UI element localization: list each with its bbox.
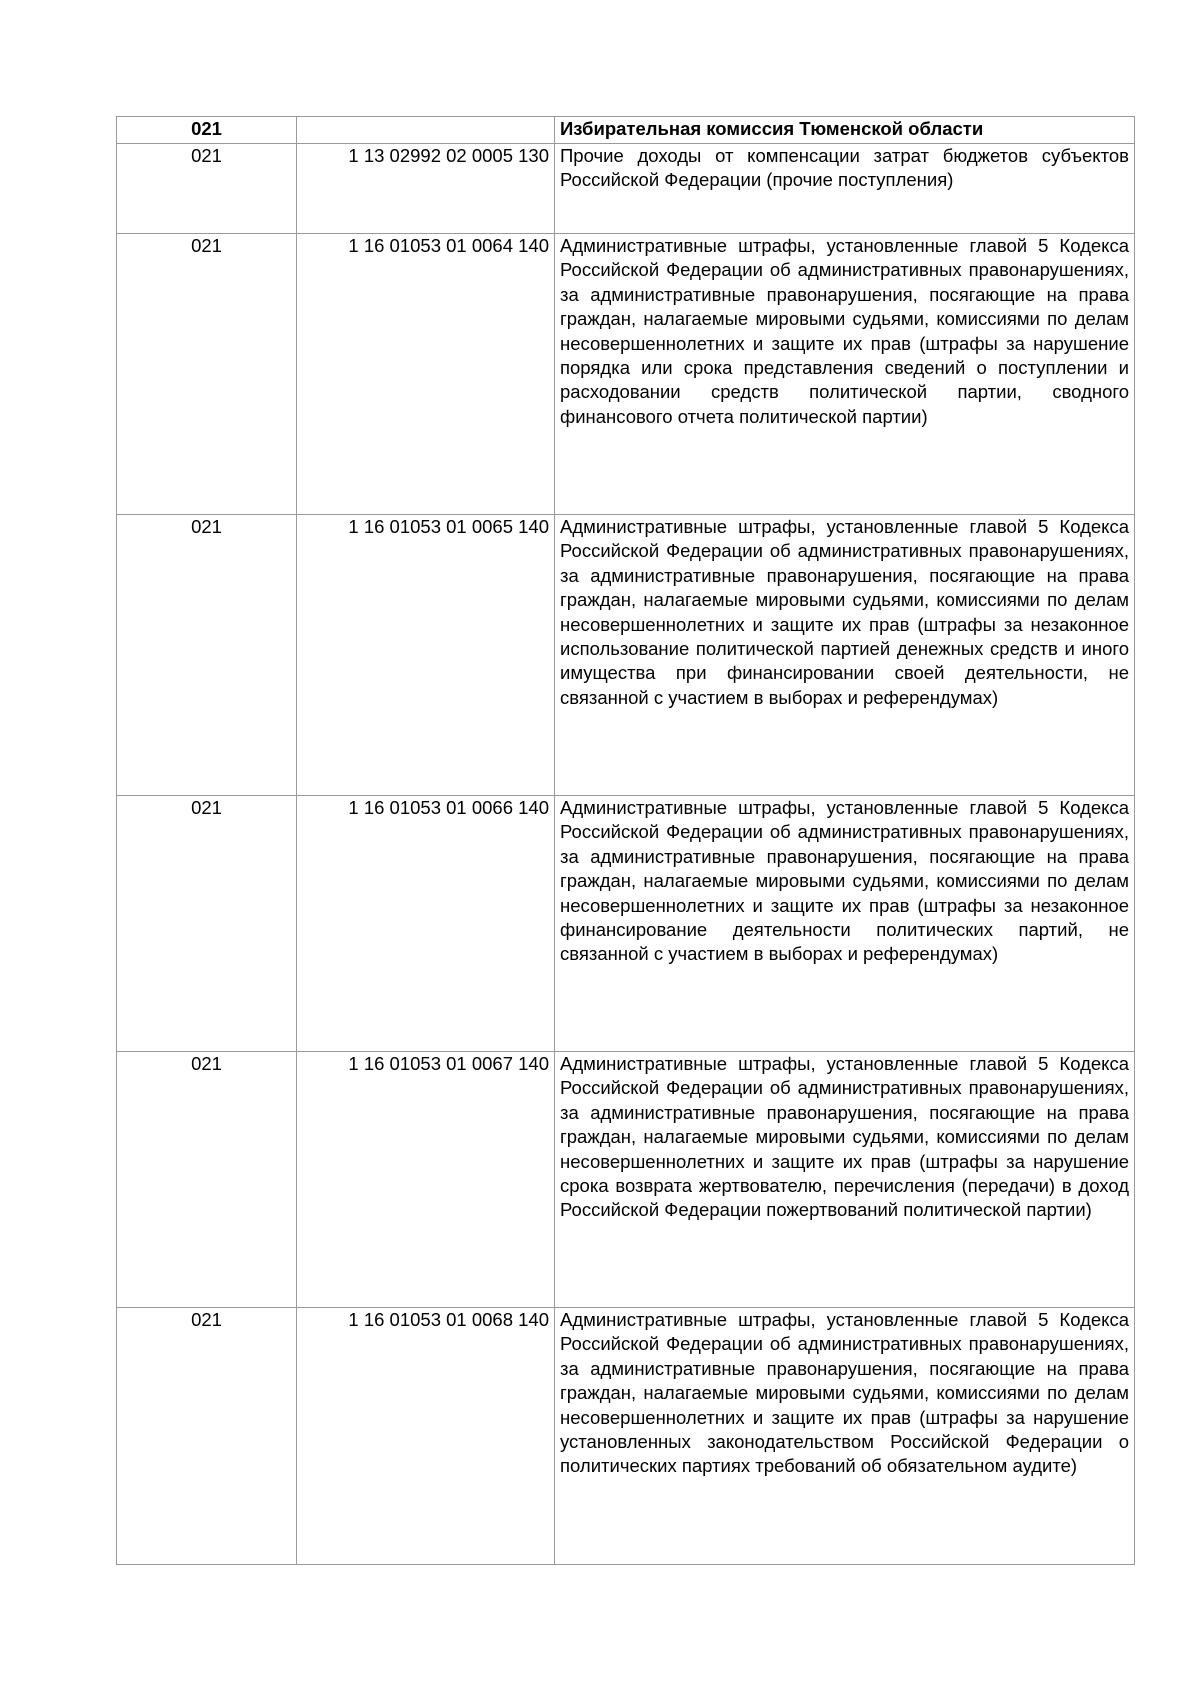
table-row <box>117 796 1135 1052</box>
admin-code-cell: 021 <box>117 515 297 796</box>
table-header-row <box>117 117 1135 144</box>
budget-code-cell: 1 16 01053 01 0067 140 <box>297 1052 555 1308</box>
revenue-codes-table <box>116 116 1135 1565</box>
description-cell: Административные штрафы, установленные главой 5 Кодекса Российской Федерации об административных правонарушениях, за административные правонарушения, посягающие на права граждан, налагаемые мировыми судьями, комиссиями по делам несовершеннолетних и защите их прав (штрафы за нарушение порядка или срока представления сведений о поступлении и расходовании средств политической партии, сводного финансового отчета политической партии) <box>555 234 1135 515</box>
header-budget-code <box>297 117 555 144</box>
table-row <box>117 1308 1135 1565</box>
budget-code-cell: 1 16 01053 01 0064 140 <box>297 234 555 515</box>
admin-code-cell: 021 <box>117 1308 297 1565</box>
description-cell: Административные штрафы, установленные главой 5 Кодекса Российской Федерации об административных правонарушениях, за административные правонарушения, посягающие на права граждан, налагаемые мировыми судьями, комиссиями по делам несовершеннолетних и защите их прав (штрафы за нарушение установленных законодательством Российской Федерации о политических партиях требований об обязательном аудите) <box>555 1308 1135 1565</box>
description-cell: Административные штрафы, установленные главой 5 Кодекса Российской Федерации об административных правонарушениях, за административные правонарушения, посягающие на права граждан, налагаемые мировыми судьями, комиссиями по делам несовершеннолетних и защите их прав (штрафы за незаконное использование политической партией денежных средств и иного имущества при финансировании своей деятельности, не связанной с участием в выборах и референдумах) <box>555 515 1135 796</box>
table-row <box>117 234 1135 515</box>
header-administrator-name: Избирательная комиссия Тюменской области <box>555 117 1135 144</box>
budget-code-cell: 1 16 01053 01 0065 140 <box>297 515 555 796</box>
admin-code-cell: 021 <box>117 1052 297 1308</box>
header-admin-code: 021 <box>117 117 297 144</box>
table-row <box>117 1052 1135 1308</box>
admin-code-cell: 021 <box>117 234 297 515</box>
budget-code-cell: 1 16 01053 01 0068 140 <box>297 1308 555 1565</box>
budget-code-cell: 1 13 02992 02 0005 130 <box>297 144 555 234</box>
admin-code-cell: 021 <box>117 796 297 1052</box>
description-cell: Прочие доходы от компенсации затрат бюджетов субъектов Российской Федерации (прочие поступления) <box>555 144 1135 234</box>
table-row <box>117 144 1135 234</box>
table-row <box>117 515 1135 796</box>
description-cell: Административные штрафы, установленные главой 5 Кодекса Российской Федерации об административных правонарушениях, за административные правонарушения, посягающие на права граждан, налагаемые мировыми судьями, комиссиями по делам несовершеннолетних и защите их прав (штрафы за нарушение срока возврата жертвователю, перечисления (передачи) в доход Российской Федерации пожертвований политической партии) <box>555 1052 1135 1308</box>
description-cell: Административные штрафы, установленные главой 5 Кодекса Российской Федерации об административных правонарушениях, за административные правонарушения, посягающие на права граждан, налагаемые мировыми судьями, комиссиями по делам несовершеннолетних и защите их прав (штрафы за незаконное финансирование деятельности политических партий, не связанной с участием в выборах и референдумах) <box>555 796 1135 1052</box>
budget-code-cell: 1 16 01053 01 0066 140 <box>297 796 555 1052</box>
admin-code-cell: 021 <box>117 144 297 234</box>
